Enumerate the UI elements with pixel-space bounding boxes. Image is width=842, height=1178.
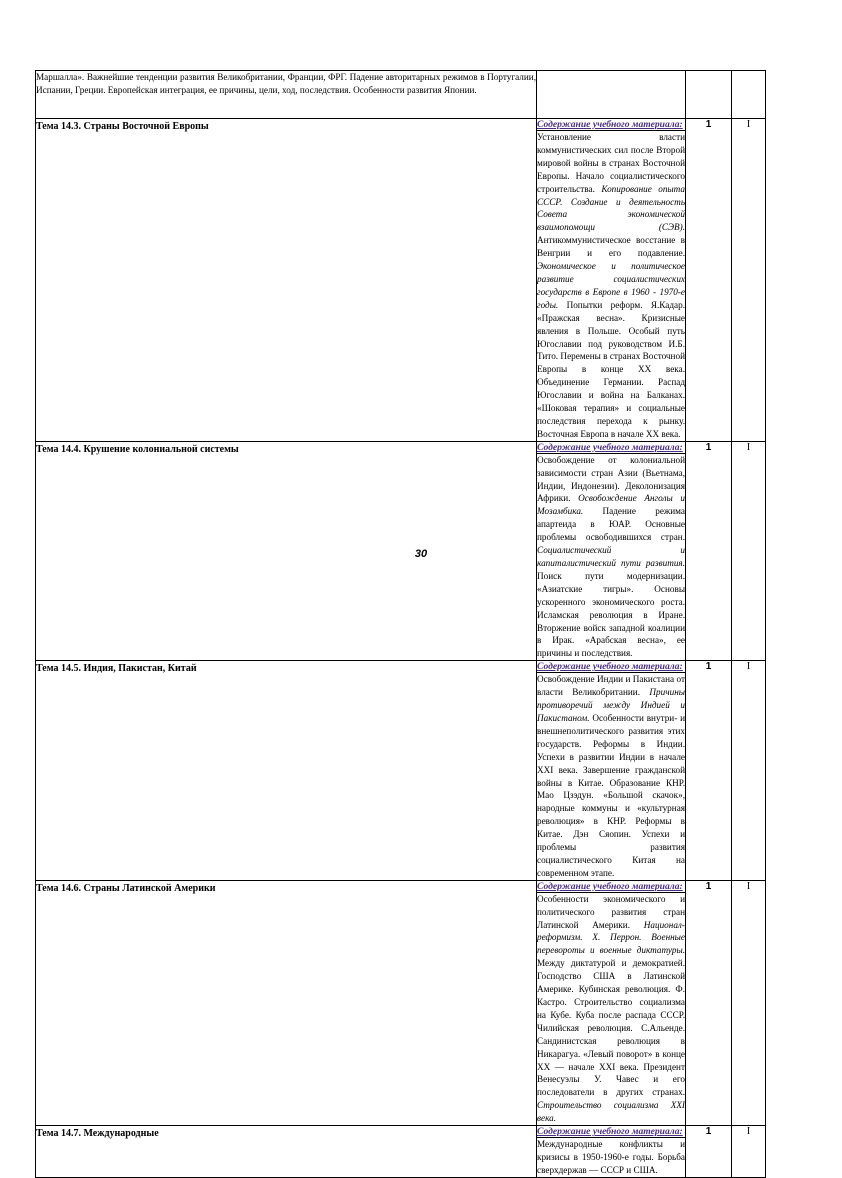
topic-header-row: [36, 119, 766, 131]
body-text: Особенности экономического и политического развития стран Латинской Америки.: [537, 893, 685, 930]
body-text: Антикоммунистическое восстание в Венгрии и его подавление.: [537, 235, 685, 259]
topic-title: Тема 14.4. Крушение колониальной системы: [36, 441, 537, 661]
content-header: Содержание учебного материала:: [537, 441, 683, 453]
topic-header-row: [36, 1126, 766, 1138]
content-header: Содержание учебного материала:: [537, 1126, 683, 1138]
italic-text: Причины противоречий между Индией и Пакистаном.: [537, 687, 685, 723]
topic-header-row: [36, 441, 766, 453]
level-cell: I: [732, 441, 766, 661]
body-text: Международные конфликты и кризисы в 1950-1960-е годы. Борьба сверхдержав — СССР и США.: [537, 1139, 685, 1175]
level-cell: [732, 71, 766, 119]
hours-cell: 1: [686, 119, 732, 442]
content-header-cell: [537, 119, 686, 131]
table-row: [36, 71, 766, 119]
topic-title: Тема 14.6. Страны Латинской Америки: [36, 880, 537, 1125]
hours-cell: 1: [686, 880, 732, 1125]
body-text: Попытки реформ. Я.Кадар. «Пражская весна». Кризисные явления в Польше. Особый путь Югославии под руководством И.Б. Тито. Перемены в странах Восточной Европы в конце XX века. Объединение Германии. Распад Югославии и война на Балканах. «Шоковая терапия» и социальные последствия перехода к рынку. Восточная Европа в начале XX века.: [537, 299, 685, 439]
topic-title: Тема 14.7. Международные: [36, 1126, 537, 1178]
topic-title: Тема 14.3. Страны Восточной Европы: [36, 119, 537, 442]
content-header: Содержание учебного материала:: [537, 119, 683, 130]
level-cell: I: [732, 1126, 766, 1178]
hours-cell: 1: [686, 1126, 732, 1178]
content-description: [537, 673, 686, 881]
content-header-cell: [537, 1126, 686, 1138]
italic-text: Строительство социализма XXI века.: [537, 1100, 685, 1124]
content-description: [537, 1138, 686, 1178]
topic-header-row: [36, 661, 766, 673]
hours-cell: [686, 71, 732, 119]
content-text: [36, 71, 536, 97]
italic-text: Национал-реформизм. Х. Перрон. Военные перевороты и военные диктатуры.: [537, 919, 685, 956]
body-text: Поиск пути модернизации. «Азиатские тигры». Основы ускоренного экономического роста. Исламская революция в Иране. Вторжение войск западной коалиции в Ирак. «Арабская весна», ее причины и последствия.: [537, 570, 685, 659]
italic-text: Копирование опыта СССР. Создание и деятельность Совета экономической взаимопомощи (СЭВ).: [537, 183, 685, 233]
topic-title: [537, 71, 686, 119]
level-cell: I: [732, 119, 766, 442]
content-text: [537, 673, 685, 880]
body-text: Падение режима апартеида в ЮАР. Основные проблемы освободившихся стран.: [537, 506, 685, 543]
italic-text: Экономическое и политическое развитие социалистических государств в Европе в 1960 - 1970-е годы.: [537, 261, 685, 310]
hours-cell: 1: [686, 441, 732, 661]
page-number: 30: [414, 548, 428, 560]
content-description: [36, 71, 537, 119]
curriculum-table: [35, 70, 766, 1178]
content-header-cell: [537, 661, 686, 673]
content-header: Содержание учебного материала:: [537, 661, 683, 673]
content-text: [537, 1138, 685, 1177]
content-description: [537, 892, 686, 1125]
hours-cell: 1: [686, 661, 732, 881]
italic-text: Социалистический и капиталистический пути развития.: [537, 545, 685, 568]
body-text: Между диктатурой и демократией. Господство США в Латинской Америке. Кубинская революция. Ф. Кастро. Строительство социализма на Кубе. Куба после распада СССР. Чилийская революция. С.Альенде. Сандинистская революция в Никарагуа. «Левый поворот» в конце XX — начале XXI века. Президент Венесуэлы У. Чавес и его последователи в других странах.: [537, 958, 685, 1098]
topic-header-row: [36, 880, 766, 892]
body-text: Особенности внутри- и внешнеполитического развития этих государств. Реформы в Индии. Успехи в развитии Индии в начале XXI века. Завершение гражданской войны в Китае. Образование КНР. Мао Цзэдун. «Большой скачок», народные коммуны и «культурная революция» в КНР. Реформы в Китае. Дэн Сяопин. Успехи и проблемы развития социалистического Китая на современном этапе.: [537, 712, 685, 878]
body-text: Освобождение от колониальной зависимости стран Азии (Вьетнама, Индии, Индонезии). Деколонизация Африки.: [537, 454, 685, 504]
content-description: [537, 131, 686, 442]
body-text: Маршалла». Важнейшие тенденции развития Великобритании, Франции, ФРГ. Падение авторитарных режимов в Португалии, Испании, Греции. Европейская интеграция, ее причины, цели, ход, последствия. Особенности развития Японии.: [36, 72, 536, 95]
content-header: Содержание учебного материала:: [537, 880, 683, 892]
body-text: Установление власти коммунистических сил после Второй мировой войны в странах Восточной Европы. Начало социалистического строительства.: [537, 132, 685, 194]
content-text: [537, 131, 685, 441]
content-header-cell: [537, 441, 686, 453]
topic-title: Тема 14.5. Индия, Пакистан, Китай: [36, 661, 537, 881]
content-text: [537, 893, 685, 1125]
italic-text: Освобождение Анголы и Мозамбика.: [537, 493, 685, 517]
body-text: Освобождение Индии и Пакистана от власти Великобритании.: [537, 674, 685, 698]
content-header-cell: [537, 880, 686, 892]
level-cell: I: [732, 661, 766, 881]
level-cell: I: [732, 880, 766, 1125]
